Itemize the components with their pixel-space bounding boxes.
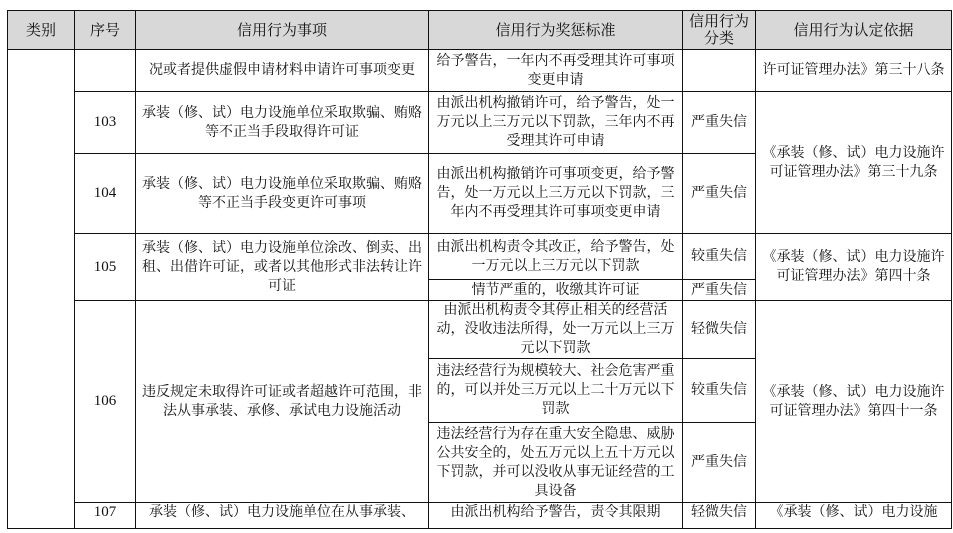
behavior-cell: 承装（修、试）电力设施单位在从事承装、 — [136, 503, 429, 529]
standard-cell: 违法经营行为规模较大、社会危害严重的，可以并处三万元以上二十万元以下罚款 — [429, 359, 683, 423]
classification-cell: 轻微失信 — [683, 503, 756, 529]
standard-cell: 违法经营行为存在重大安全隐患、威胁公共安全的，处五万元以上五十万元以下罚款，并可以没收从事无证经营的工具设备 — [429, 423, 683, 503]
header-seq: 序号 — [75, 11, 136, 50]
table-row — [8, 301, 952, 359]
seq-cell: 103 — [75, 92, 136, 154]
category-cell — [8, 50, 75, 529]
table-row — [8, 50, 952, 92]
classification-cell — [683, 50, 756, 92]
classification-cell: 严重失信 — [683, 92, 756, 154]
behavior-cell: 况或者提供虚假申请材料申请许可事项变更 — [136, 50, 429, 92]
credit-behavior-table-page — [7, 10, 951, 529]
header-basis: 信用行为认定依据 — [756, 11, 952, 50]
classification-cell: 轻微失信 — [683, 301, 756, 359]
table-row — [8, 234, 952, 280]
standard-cell: 由派出机构撤销许可事项变更，给予警告，处一万元以上三万元以下罚款，三年内不再受理其许可事项变更申请 — [429, 154, 683, 234]
standard-cell: 给予警告，一年内不再受理其许可事项变更申请 — [429, 50, 683, 92]
behavior-cell: 承装（修、试）电力设施单位采取欺骗、贿赂等不正当手段取得许可证 — [136, 92, 429, 154]
header-behavior: 信用行为事项 — [136, 11, 429, 50]
seq-cell — [75, 50, 136, 92]
classification-cell: 较重失信 — [683, 359, 756, 423]
standard-cell: 由派出机构责令其改正，给予警告，处一万元以上三万元以下罚款 — [429, 234, 683, 280]
behavior-cell: 承装（修、试）电力设施单位采取欺骗、贿赂等不正当手段变更许可事项 — [136, 154, 429, 234]
basis-cell: 许可证管理办法》第三十八条 — [756, 50, 952, 92]
basis-cell: 《承装（修、试）电力设施许可证管理办法》第四十一条 — [756, 301, 952, 503]
standard-cell: 由派出机构责令其停止相关的经营活动，没收违法所得，处一万元以上三万元以下罚款 — [429, 301, 683, 359]
seq-cell: 105 — [75, 234, 136, 301]
basis-cell: 《承装（修、试）电力设施许可证管理办法》第三十九条 — [756, 92, 952, 234]
behavior-cell: 违反规定未取得许可证或者超越许可范围，非法从事承装、承修、承试电力设施活动 — [136, 301, 429, 503]
header-classification: 信用行为分类 — [683, 11, 756, 50]
basis-cell: 《承装（修、试）电力设施许可证管理办法》第四十条 — [756, 234, 952, 301]
classification-cell: 严重失信 — [683, 423, 756, 503]
seq-cell: 106 — [75, 301, 136, 503]
standard-cell: 由派出机构给予警告，责令其限期 — [429, 503, 683, 529]
standard-cell: 由派出机构撤销许可，给予警告，处一万元以上三万元以下罚款，三年内不再受理其许可申请 — [429, 92, 683, 154]
classification-cell: 较重失信 — [683, 234, 756, 280]
classification-cell: 严重失信 — [683, 280, 756, 301]
basis-cell: 《承装（修、试）电力设施 — [756, 503, 952, 529]
standard-cell: 情节严重的，收缴其许可证 — [429, 280, 683, 301]
behavior-cell: 承装（修、试）电力设施单位涂改、倒卖、出租、出借许可证，或者以其他形式非法转让许可证 — [136, 234, 429, 301]
table-row — [8, 92, 952, 154]
header-standard: 信用行为奖惩标准 — [429, 11, 683, 50]
table-row — [8, 503, 952, 529]
table-header-row — [8, 11, 952, 50]
seq-cell: 104 — [75, 154, 136, 234]
classification-cell: 严重失信 — [683, 154, 756, 234]
header-category: 类别 — [8, 11, 75, 50]
seq-cell: 107 — [75, 503, 136, 529]
credit-behavior-table — [7, 10, 952, 529]
